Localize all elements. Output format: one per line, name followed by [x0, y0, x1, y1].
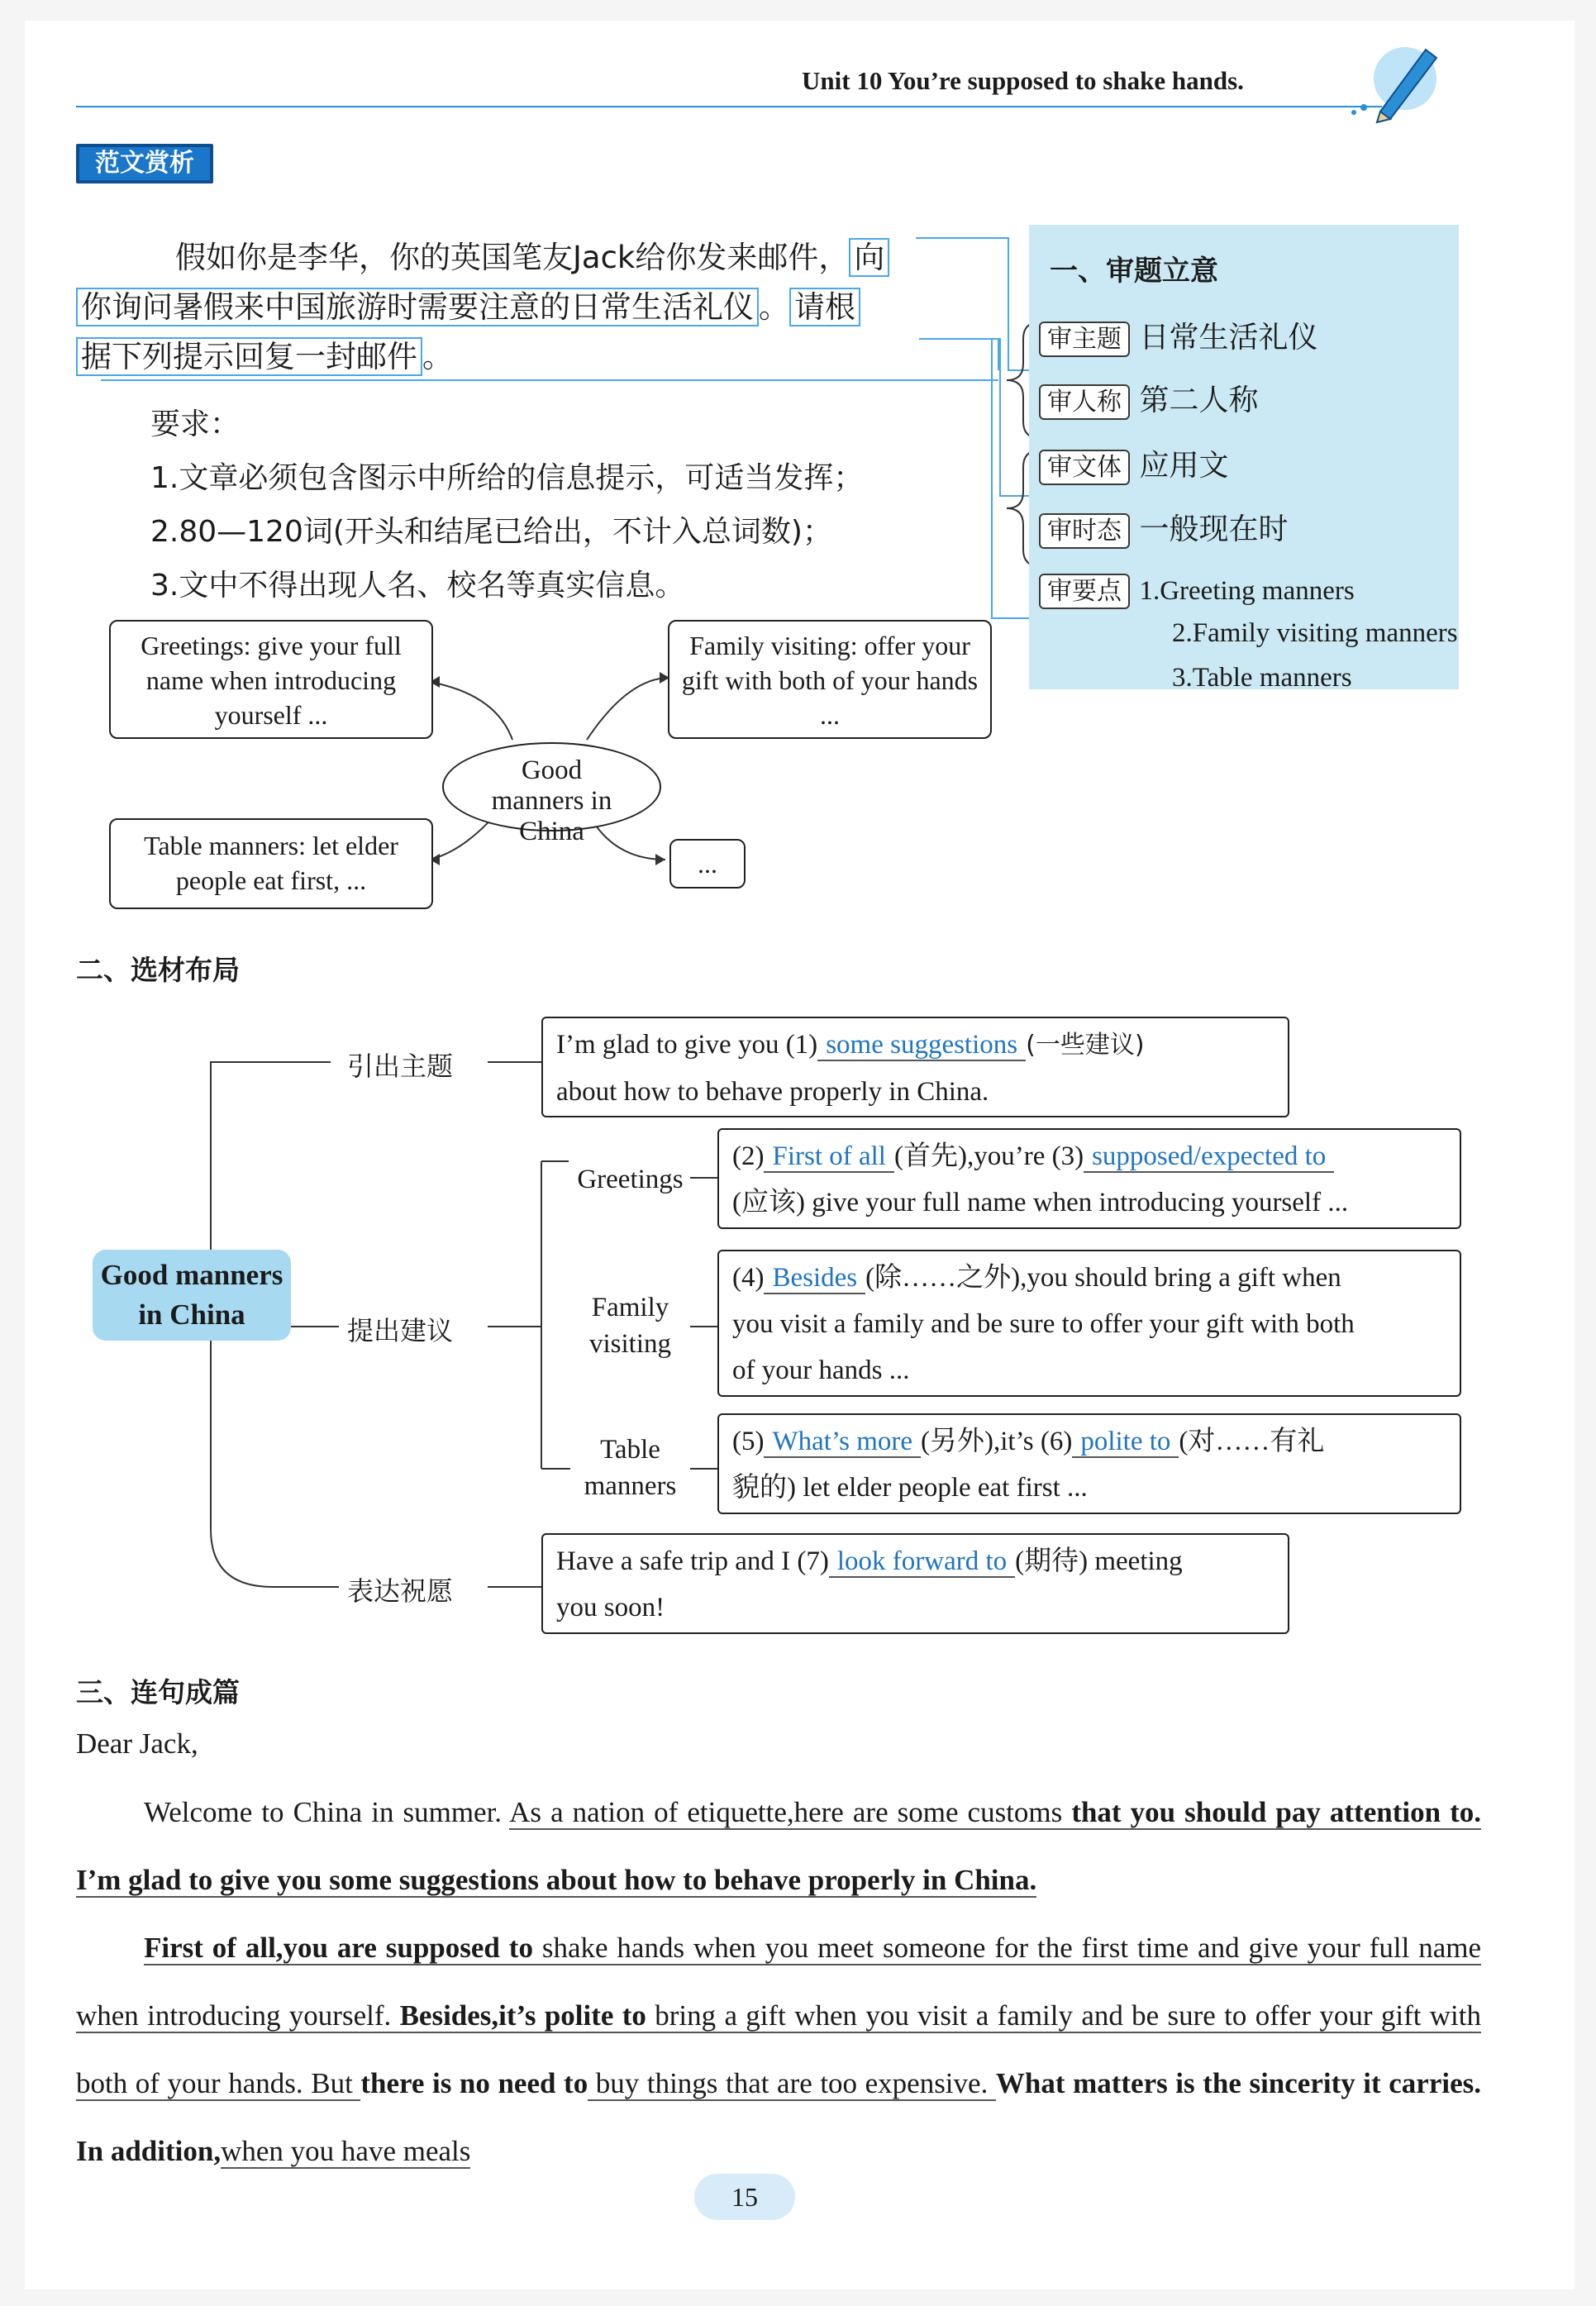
- family-text: you visit a family and be sure to offer your gift with both: [732, 1309, 1355, 1339]
- task-highlight: 请根: [789, 288, 860, 326]
- sub-table: Table manners: [570, 1432, 690, 1504]
- sidebar-row-tense: [1039, 506, 1288, 548]
- greet-text: (首先),you’re (3): [893, 1141, 1084, 1171]
- task-text: 假如你是李华，你的英国笔友Jack给你发来邮件，: [175, 240, 850, 275]
- greet-text: (应该) give your full name when introducing yourself ...: [732, 1188, 1349, 1217]
- essay-underlined: bring a gift when you visit a family and be sure to offer your gift with both of your hands. But: [76, 1999, 1481, 2099]
- sidebar-value: 日常生活礼仪: [1139, 321, 1318, 355]
- table-text: (对……有礼: [1179, 1427, 1325, 1456]
- sidebar-row-style: [1039, 442, 1228, 484]
- sidebar-label: 审主题: [1039, 322, 1130, 357]
- sidebar-label: 审人称: [1039, 384, 1130, 420]
- wish-text: Have a safe trip and I (7): [556, 1546, 829, 1576]
- sidebar-value: 一般现在时: [1139, 512, 1289, 546]
- essay-bold: Besides,it’s polite to: [399, 1999, 646, 2032]
- mindmap-greetings: Greetings: give your full name when introducing yourself ...: [109, 620, 433, 739]
- requirement-item: 1.文章必须包含图示中所给的信息提示，可适当发挥；: [150, 461, 864, 495]
- task-text: 。: [422, 339, 453, 374]
- table-text: 貌的) let elder people eat first ...: [732, 1473, 1088, 1503]
- intro-gloss: (一些建议): [1026, 1031, 1145, 1060]
- task-line-1: [76, 233, 985, 283]
- essay-underlined: when you have meals: [221, 2135, 471, 2167]
- essay-underlined: buy things that are too expensive.: [588, 2067, 996, 2099]
- requirement-item: 3.文中不得出现人名、校名等真实信息。: [150, 569, 685, 603]
- section-3-title: 三、连句成篇: [76, 1676, 240, 1708]
- requirement-item: 2.80—120词(开头和结尾已给出，不计入总词数)；: [150, 515, 832, 549]
- essay-underlined: As a nation of etiquette,here are some customs: [509, 1796, 1072, 1828]
- table-box: [717, 1413, 1461, 1514]
- sub-family: Family visiting: [570, 1289, 690, 1362]
- requirements-title: 要求：: [150, 407, 241, 441]
- family-text: (4): [732, 1263, 765, 1293]
- sidebar-label: 审文体: [1039, 450, 1130, 485]
- sidebar-point: 3.Table manners: [1172, 663, 1352, 693]
- table-text: (5): [732, 1427, 765, 1456]
- essay-bold: that you should pay attention to. I’m glad to give you some suggestions about how to behave properly in China.: [76, 1796, 1481, 1896]
- answer-2: First of all: [764, 1141, 894, 1173]
- essay-bold: there is no need to: [360, 2067, 588, 2099]
- mindmap-table: Table manners: let elder people eat first, ...: [109, 818, 433, 909]
- section-2-title: 二、选材布局: [76, 954, 240, 986]
- essay-greeting: Dear Jack,: [76, 1727, 198, 1760]
- essay-bold: What matters is the sincerity it carries. In addition,: [76, 2067, 1481, 2167]
- unit-header: Unit 10 You’re supposed to shake hands.: [802, 66, 1244, 95]
- wish-text: you soon!: [556, 1593, 665, 1622]
- answer-7: look forward to: [829, 1546, 1015, 1578]
- essay-underlined: shake hands when you meet someone for the first time and give your full name when introducing yourself.: [76, 1932, 1481, 2032]
- task-highlight: 据下列提示回复一封邮件: [76, 337, 422, 376]
- sidebar-title: 一、审题立意: [1050, 255, 1218, 288]
- essay-bold: First of all,you are supposed to: [144, 1932, 533, 1964]
- sidebar-point: 2.Family visiting manners: [1172, 618, 1458, 648]
- task-text: 。: [759, 289, 789, 325]
- greet-text: (2): [732, 1141, 765, 1171]
- wish-text: (期待) meeting: [1015, 1546, 1183, 1576]
- essay-paragraph-1: [76, 1779, 1481, 1914]
- mindmap-center: Good manners in China: [442, 742, 661, 831]
- family-text: (除……之外),you should bring a gift when: [865, 1263, 1341, 1293]
- essay-paragraph-2: [76, 1914, 1481, 2185]
- table-text: (另外),it’s (6): [921, 1427, 1073, 1456]
- sidebar-value: 应用文: [1139, 449, 1229, 483]
- sidebar-row-points: [1039, 570, 1355, 607]
- page-number: 15: [694, 2174, 795, 2220]
- sidebar-label: 审时态: [1039, 513, 1130, 549]
- layout-center: Good manners in China: [93, 1250, 291, 1341]
- answer-1: some suggestions: [817, 1030, 1026, 1061]
- task-highlight: 向: [849, 238, 889, 277]
- mindmap-family: Family visiting: offer your gift with both of your hands ...: [668, 620, 992, 739]
- greetings-box: [717, 1128, 1461, 1229]
- task-line-2: [76, 283, 985, 332]
- mindmap-more: ...: [669, 839, 746, 889]
- sidebar-value: 1.Greeting manners: [1139, 576, 1355, 606]
- wish-box: [541, 1533, 1289, 1634]
- sidebar-value: 第二人称: [1139, 384, 1259, 417]
- answer-4: Besides: [764, 1263, 865, 1294]
- answer-6: polite to: [1072, 1427, 1179, 1458]
- branch-wish: 表达祝愿: [347, 1570, 453, 1608]
- sidebar-label: 审要点: [1039, 574, 1130, 609]
- sidebar-row-theme: [1039, 314, 1317, 356]
- answer-3: supposed/expected to: [1084, 1141, 1334, 1173]
- task-line-3: [76, 332, 985, 382]
- intro-box: [541, 1017, 1289, 1117]
- branch-suggest: 提出建议: [347, 1310, 453, 1348]
- sidebar-row-person: [1039, 377, 1258, 419]
- branch-intro: 引出主题: [347, 1046, 453, 1084]
- family-box: [717, 1250, 1461, 1397]
- task-highlight: 你询问暑假来中国旅游时需要注意的日常生活礼仪: [76, 288, 759, 326]
- family-text: of your hands ...: [732, 1355, 910, 1385]
- intro-text: about how to behave properly in China.: [556, 1077, 989, 1107]
- answer-5: What’s more: [764, 1427, 921, 1458]
- sub-greetings: Greetings: [570, 1161, 690, 1198]
- section-tag: 范文赏析: [76, 144, 213, 183]
- intro-text: I’m glad to give you (1): [556, 1030, 818, 1060]
- essay-text: Welcome to China in summer.: [144, 1796, 510, 1828]
